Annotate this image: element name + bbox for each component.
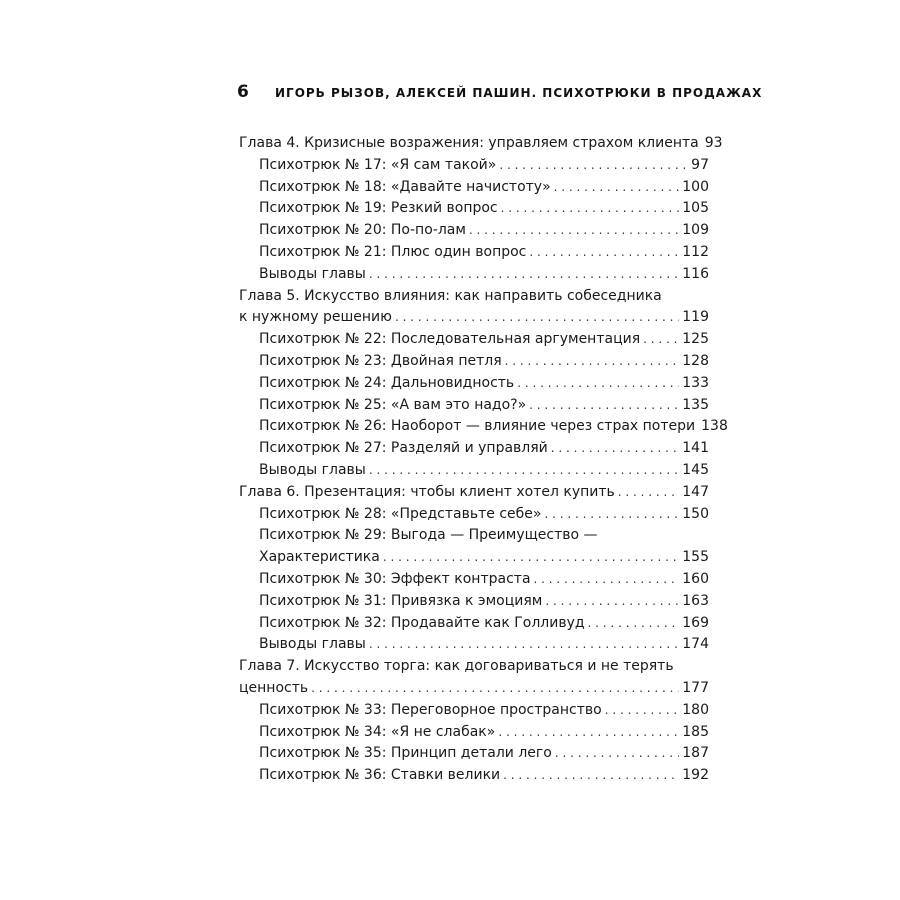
toc-entry[interactable] [239, 155, 709, 177]
toc-leader-dots [554, 177, 680, 199]
toc-entry-title: Психотрюк № 32: Продавайте как Голливуд [259, 614, 585, 631]
toc-entry-title: Психотрюк № 23: Двойная петля [259, 352, 502, 369]
toc-entry[interactable] [239, 395, 709, 417]
toc-entry-title: Психотрюк № 19: Резкий вопрос [259, 200, 498, 217]
toc-entry-page: 125 [682, 331, 709, 348]
toc-entry-page: 116 [682, 265, 709, 282]
toc-entry[interactable] [239, 264, 709, 286]
toc-entry-title: Психотрюк № 36: Ставки велики [259, 767, 501, 784]
toc-entry-title: Характеристика [259, 549, 380, 566]
toc-leader-dots [517, 373, 679, 395]
book-title-header: ИГОРЬ РЫЗОВ, АЛЕКСЕЙ ПАШИН. ПСИХОТРЮКИ В ПРОДАЖАХ [275, 86, 763, 100]
toc-leader-dots [551, 438, 680, 460]
toc-entry-title: Психотрюк № 31: Привязка к эмоциям [259, 592, 543, 609]
toc-entry-title: Психотрюк № 28: «Представьте себе» [259, 505, 542, 522]
toc-leader-dots [395, 307, 679, 329]
toc-entry-title: Психотрюк № 34: «Я не слабак» [259, 723, 496, 740]
toc-entry[interactable] [239, 613, 709, 635]
toc-entry-page: 128 [682, 352, 709, 369]
toc-entry[interactable] [239, 438, 709, 460]
toc-leader-dots [505, 351, 680, 373]
toc-leader-dots [544, 504, 679, 526]
toc-entry[interactable] [239, 460, 709, 482]
toc-entry-page: 163 [682, 592, 709, 609]
toc-entry-title: Психотрюк № 27: Разделяй и управляй [259, 440, 548, 457]
table-of-contents [239, 133, 728, 787]
toc-chapter-entry[interactable] [239, 482, 709, 504]
toc-entry[interactable] [239, 351, 709, 373]
toc-leader-dots [369, 460, 679, 482]
toc-entry-page: 138 [701, 418, 728, 435]
toc-leader-dots [529, 395, 679, 417]
toc-leader-dots [311, 678, 679, 700]
toc-entry-title: Психотрюк № 17: «Я сам такой» [259, 156, 497, 173]
toc-entry-page: 150 [682, 505, 709, 522]
toc-chapter-entry[interactable] [239, 133, 723, 155]
toc-leader-dots [605, 700, 680, 722]
toc-entry-page: 177 [682, 679, 709, 696]
toc-entry[interactable] [239, 765, 709, 787]
toc-leader-dots [555, 743, 679, 765]
toc-entry-title: Глава 7. Искусство торга: как договариваться и не терять [239, 658, 674, 675]
toc-entry[interactable] [239, 373, 709, 395]
toc-chapter-entry[interactable] [239, 656, 709, 678]
toc-entry-title: Психотрюк № 35: Принцип детали лего [259, 745, 552, 762]
toc-entry[interactable] [239, 242, 709, 264]
toc-leader-dots [503, 765, 679, 787]
toc-entry-title: Психотрюк № 24: Дальновидность [259, 374, 515, 391]
toc-entry-page: 97 [691, 156, 709, 173]
toc-entry-title: Психотрюк № 20: По-по-лам [259, 222, 466, 239]
toc-entry-title: Психотрюк № 18: «Давайте начистоту» [259, 178, 551, 195]
toc-leader-dots [618, 482, 680, 504]
toc-entry-page: 133 [682, 374, 709, 391]
toc-entry-page: 93 [704, 135, 723, 151]
toc-entry-title: Глава 5. Искусство влияния: как направить собеседника [239, 287, 662, 304]
toc-leader-dots [534, 569, 680, 591]
toc-entry-page: 100 [682, 178, 709, 195]
toc-entry-page: 112 [682, 243, 709, 260]
toc-entry-title: Психотрюк № 26: Наоборот — влияние через страх потери [259, 418, 696, 435]
toc-leader-dots [529, 242, 679, 264]
toc-entry-title: Психотрюк № 33: Переговорное пространство [259, 701, 602, 718]
toc-entry-page: 135 [682, 396, 709, 413]
toc-entry-page: 192 [682, 767, 709, 784]
toc-leader-dots [643, 329, 679, 351]
toc-leader-dots [545, 591, 679, 613]
toc-chapter-entry[interactable] [239, 678, 709, 700]
toc-leader-dots [383, 547, 679, 569]
toc-entry[interactable] [239, 569, 709, 591]
toc-leader-dots [501, 198, 680, 220]
toc-leader-dots [588, 613, 680, 635]
toc-chapter-entry[interactable] [239, 307, 709, 329]
toc-leader-dots [498, 722, 679, 744]
toc-entry[interactable] [239, 525, 709, 547]
toc-leader-dots [369, 264, 679, 286]
toc-entry[interactable] [239, 743, 709, 765]
toc-entry-page: 155 [682, 549, 709, 566]
toc-entry-title: к нужному решению [239, 309, 392, 326]
page-number: 6 [237, 82, 249, 102]
toc-entry-page: 185 [682, 723, 709, 740]
toc-entry-page: 145 [682, 461, 709, 478]
toc-entry-page: 187 [682, 745, 709, 762]
running-head [237, 82, 762, 102]
toc-entry[interactable] [239, 591, 709, 613]
toc-leader-dots [499, 155, 688, 177]
toc-entry-title: Психотрюк № 30: Эффект контраста [259, 570, 531, 587]
toc-entry-page: 160 [682, 570, 709, 587]
toc-entry-page: 174 [682, 636, 709, 653]
toc-entry[interactable] [239, 700, 709, 722]
toc-entry-page: 105 [682, 200, 709, 217]
toc-entry-page: 119 [682, 309, 709, 326]
toc-entry-page: 109 [682, 222, 709, 239]
toc-entry-page: 180 [682, 701, 709, 718]
toc-entry-title: Глава 4. Кризисные возражения: управляем страхом клиента [239, 135, 699, 151]
toc-entry[interactable] [239, 416, 728, 438]
toc-entry[interactable] [239, 634, 709, 656]
toc-entry[interactable] [239, 504, 709, 526]
toc-entry-page: 169 [682, 614, 709, 631]
toc-entry[interactable] [239, 547, 709, 569]
toc-leader-dots [469, 220, 679, 242]
toc-entry-title: Психотрюк № 29: Выгода — Преимущество — [259, 527, 598, 544]
toc-entry-title: Психотрюк № 21: Плюс один вопрос [259, 243, 527, 260]
toc-entry-title: Выводы главы [259, 461, 366, 478]
toc-entry[interactable] [239, 198, 709, 220]
toc-entry-title: ценность [239, 679, 309, 696]
toc-entry-title: Психотрюк № 25: «А вам это надо?» [259, 396, 527, 413]
toc-entry-title: Глава 6. Презентация: чтобы клиент хотел купить [239, 483, 615, 500]
toc-entry[interactable] [239, 220, 709, 242]
toc-entry[interactable] [239, 177, 709, 199]
toc-entry-page: 141 [682, 440, 709, 457]
toc-entry-page: 147 [682, 483, 709, 500]
toc-entry[interactable] [239, 722, 709, 744]
toc-leader-dots [369, 634, 679, 656]
toc-entry-title: Выводы главы [259, 636, 366, 653]
toc-entry-title: Выводы главы [259, 265, 366, 282]
toc-entry-title: Психотрюк № 22: Последовательная аргументация [259, 331, 641, 348]
toc-entry[interactable] [239, 329, 709, 351]
toc-chapter-entry[interactable] [239, 286, 709, 308]
